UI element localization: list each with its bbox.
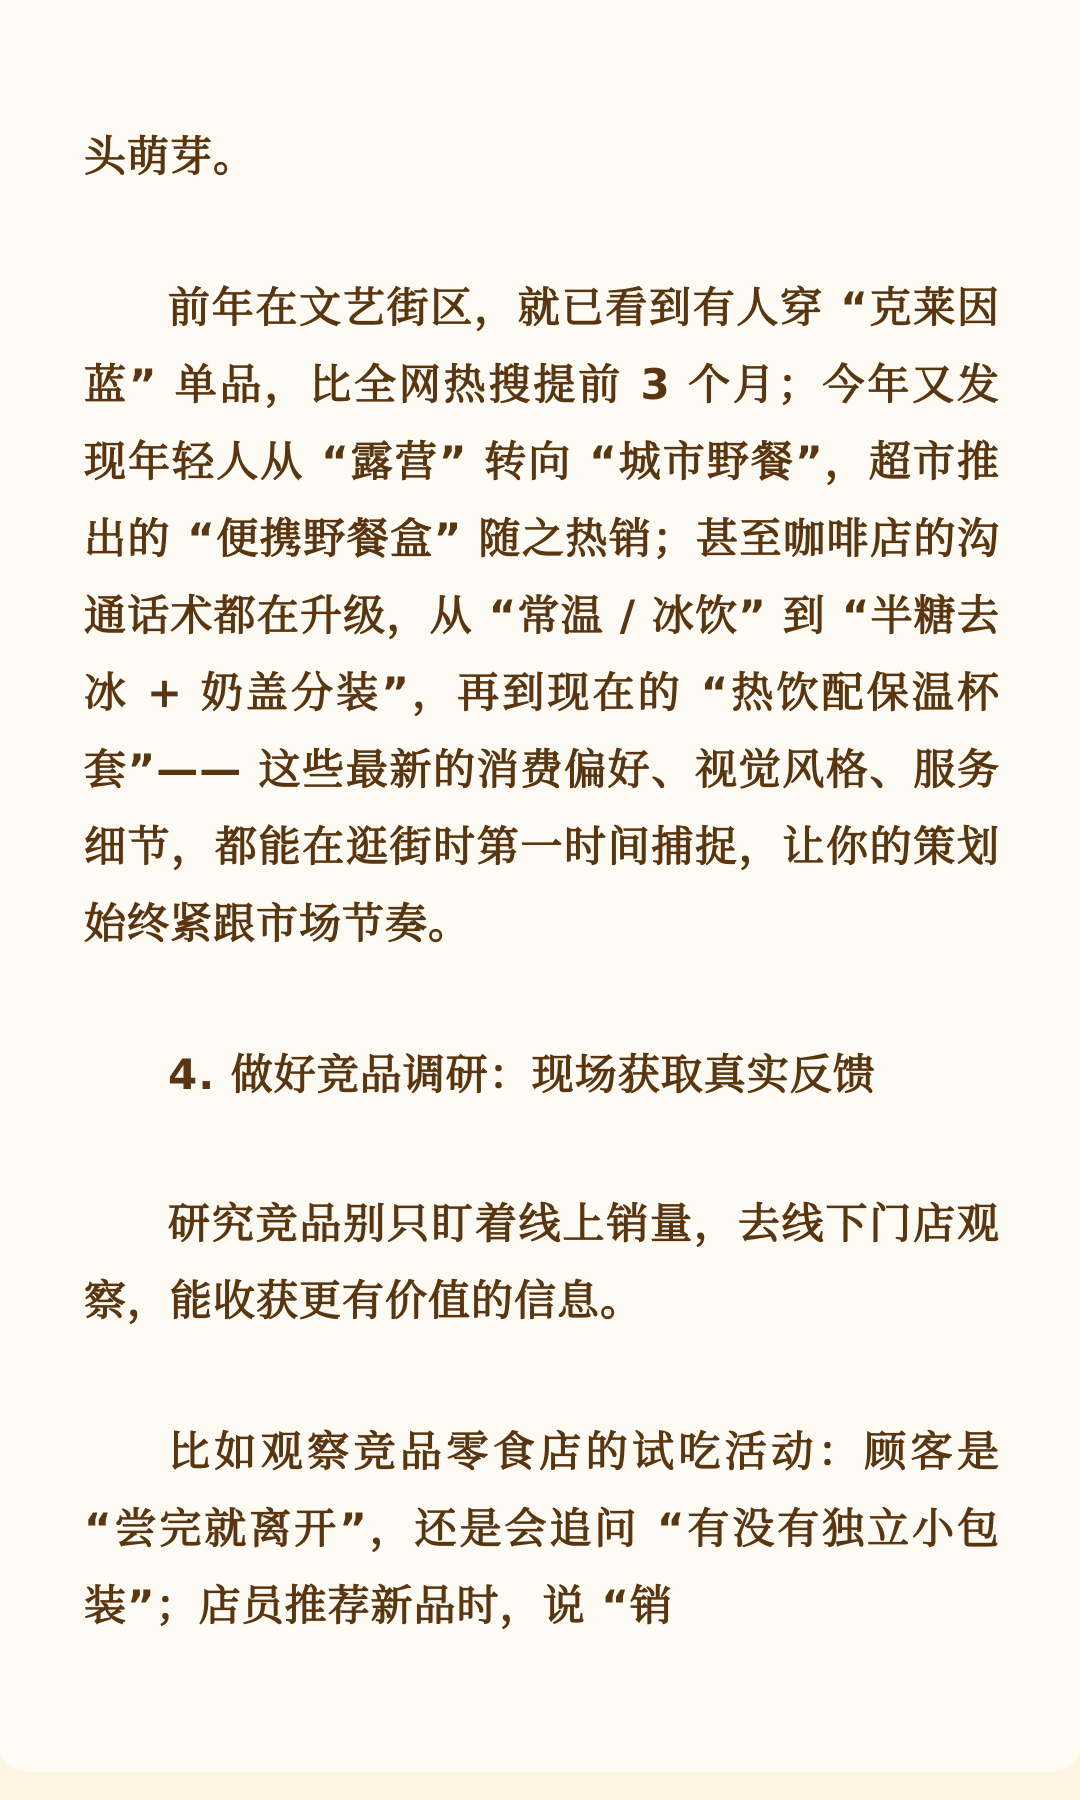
article-body [84, 118, 1000, 1644]
paragraph-spacer [84, 1339, 1000, 1413]
paragraph-spacer [84, 1113, 1000, 1185]
paragraph-competitor-research: 研究竞品别只盯着线上销量，去线下门店观察，能收获更有价值的信息。 [84, 1199, 1000, 1325]
paragraph-continued: 头萌芽。 [84, 132, 257, 181]
paragraph-spacer [84, 962, 1000, 1036]
section-heading: 4. 做好竞品调研：现场获取真实反馈 [168, 1050, 876, 1099]
paragraph-trend-spotting: 前年在文艺街区，就已看到有人穿 “克莱因蓝” 单品，比全网热搜提前 3 个月；今年又发现年轻人从 “露营” 转向 “城市野餐”，超市推出的 “便携野餐盒” 随之热销；甚至咖啡店的沟通话术都在升级，从 “常温 / 冰饮” 到 “半糖去冰 + 奶盖分装”，再到现在的 “热饮配保温杯套”—— 这些最新的消费偏好、视觉风格、服务细节，都能在逛街时第一时间捕捉，让你的策划始终紧跟市场节奏。 [84, 283, 1000, 948]
paragraph-spacer [84, 195, 1000, 269]
paragraph-tasting-example: 比如观察竞品零食店的试吃活动：顾客是 “尝完就离开”，还是会追问 “有没有独立小包装”；店员推荐新品时，说 “销 [84, 1427, 1000, 1630]
